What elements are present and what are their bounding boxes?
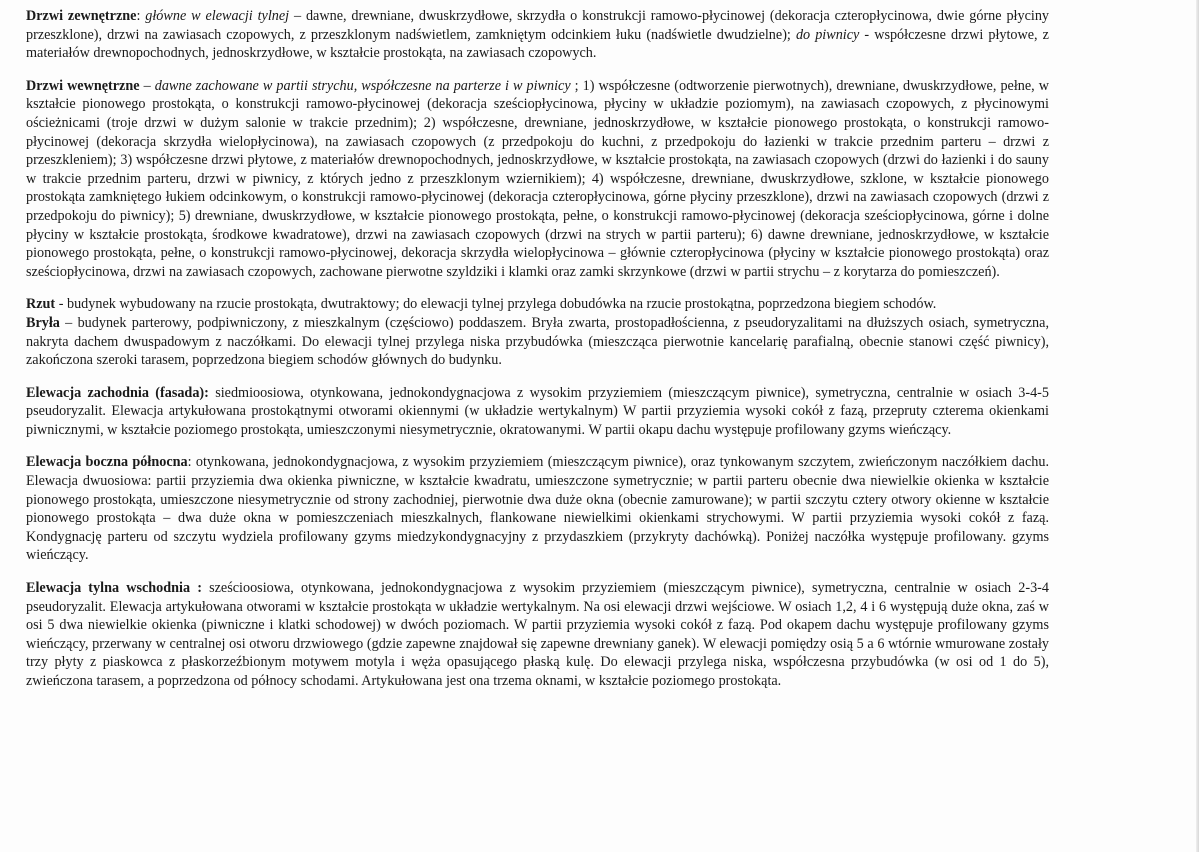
italic-segment: do piwnicy bbox=[795, 26, 860, 43]
body-text: - współczesne drzwi płytowe, z materiałów drewnopochodnych, jednoskrzydłowe, w kształcie prostokąta, na zawiasach czopowych. bbox=[26, 26, 1049, 62]
paragraph-drzwi-zewnetrzne bbox=[26, 7, 1049, 63]
paragraph-elewacja-tylna bbox=[26, 579, 1049, 691]
body-text: sześcioosiowa, otynkowana, jednokondygnacjowa z wysokim przyziemiem (mieszczącym piwnice), symetryczna, centralnie w osiach 2-3-4 pseudoryzalit. Elewacja artykułowana otworami w kształcie prostokąta w układzie wertykalnym. Na osi elewacji drzwi wejściowe. W osiach 1,2, 4 i 6 występują duże okna, zaś w osi 5 dwa niewielkie okienka (piwniczne i klatki schodowej) w dwóch poziomach. W partii przyziemia wysoki cokół z fazą. Pod okapem dachu występuje profilowany gzyms wieńczący, przerwany w centralnej osi otworu drzwiowego (gdzie zapewne znajdował się zapewne drewniany ganek). W elewacji pomiędzy osią 5 a 6 wtórnie wmurowane zostały trzy płyty z piaskowca z płaskorzeźbionym motywem motyla i węża opasującego płaską kulę. Do elewacji przylega niska, współczesna przybudówka (w osi od 1 do 5), zwieńczona tarasem, a poprzedzona od północy schodami. Artykułowana jest ona trzema oknami, w kształcie poziomego prostokąta. bbox=[26, 580, 1049, 689]
paragraph-elewacja-boczna bbox=[26, 453, 1049, 565]
body-text: : otynkowana, jednokondygnacjowa, z wysokim przyziemiem (mieszczącym piwnice), oraz tynkowanym szczytem, zwieńczonym naczółkiem dachu. Elewacja dwuosiowa: partii przyziemia dwa okienka piwniczne, w kształcie kwadratu, umieszczone symetrycznie; w partii parteru obecnie dwa niewielkie okienka w kształcie pionowego prostokąta, umieszczone niesymetrycznie od strony zachodniej, pierwotnie dwa duże okna (obecnie zamurowane); w partii szczytu cztery otwory okienne w kształcie pionowego prostokąta – dwa duże okna w pomieszczeniach mieszkalnych, flankowane niewielkimi okienkami strychowymi. W partii przyziemia wysoki cokół z fazą. Kondygnację parteru od szczytu wydziela profilowany gzyms miedzykondygnacyjny z przydaszkiem (przykryty dachówką). Poniżej naczółka występuje profilowany. gzyms wieńczący. bbox=[26, 454, 1049, 564]
heading-rzut: Rzut bbox=[26, 296, 56, 313]
paragraph-bryla bbox=[26, 314, 1049, 370]
body-text: siedmioosiowa, otynkowana, jednokondygnacjowa z wysokim przyziemiem (mieszczącym piwnice), symetryczna, centralnie w osiach 3-4-5 pseudoryzalit. Elewacja artykułowana prostokątnymi otworami okiennymi (w układzie wertykalnym) W partii przyziemia wysoki cokół z fazą, przepruty czterema okienkami piwnicznymi, w kształcie poziomego prostokąta, umieszczonymi niesymetrycznie, okratowanymi. W partii okapu dachu występuje profilowany gzyms wieńczący. bbox=[26, 384, 1049, 438]
heading-elewacja-boczna: Elewacja boczna północna bbox=[26, 454, 188, 471]
body-text: – dawne, drewniane, dwuskrzydłowe, skrzydła o konstrukcji ramowo-płycinowej (dekoracja czteropłycinowa, dwie górne płyciny przeszklone), drzwi na zawiasach czopowych, z przeszklonym nadświetlem, zamkniętym odcinkiem łuku (nadświetle dwudzielne); bbox=[26, 8, 1050, 43]
body-text: – budynek parterowy, podpiwniczony, z mieszkalnym (częściowo) poddaszem. Bryła zwarta, prostopadłościenna, z pseudoryzalitami na dłuższych osiach, symetryczna, nakryta dachem dwuspadowym z naczółkami. Do elewacji tylnej przylega niska przybudówka (mieszcząca pierwotnie kancelarię parafialną, obecnie stanowi część piwnicy), zakończona szeroki tarasem, poprzedzona biegiem schodów głównych do budynku. bbox=[26, 314, 1049, 369]
italic-segment: dawne zachowane w partii strychu, współczesne na parterze i w piwnicy bbox=[154, 77, 571, 94]
heading-tail: : bbox=[136, 8, 146, 24]
heading-bryla: Bryła bbox=[26, 314, 60, 331]
heading-tail: – bbox=[139, 77, 155, 94]
heading-drzwi-wewnetrzne: Drzwi wewnętrzne bbox=[26, 77, 140, 94]
heading-drzwi-zewnetrzne: Drzwi zewnętrzne bbox=[26, 8, 137, 24]
heading-elewacja-tylna: Elewacja tylna wschodnia : bbox=[26, 580, 202, 597]
italic-segment: główne w elewacji tylnej bbox=[145, 8, 290, 24]
body-text: ; 1) współczesne (odtworzenie pierwotnych), drewniane, dwuskrzydłowe, pełne, w kształcie pionowego prostokąta, o konstrukcji ramowo-płycinowej (dekoracja sześciopłycinowa, płyciny w układzie poziomym), na zawiasach czopowych, z płycinowymi ościeżnicami (troje drzwi w dużym salonie w trakcie przednim); 2) współczesne, drewniane, jednoskrzydłowe, w kształcie pionowego prostokąta, o konstrukcji ramowo-płycinowej (dekoracja skrzydła wielopłycinowa), na zawiasach czopowych (z przedpokoju do kuchni, z przedpokoju do łazienki w trakcie przednim parteru – drzwi z przeszkleniem); 3) współczesne drzwi płytowe, z materiałów drewnopochodnych, jednoskrzydłowe, w kształcie prostokąta, na zawiasach czopowych (drzwi do łazienki i do sauny w trakcie przednim parteru, drzwi w piwnicy, z których jedno z przeszklonym wziernikiem); 4) współczesne, drewniane, dwuskrzydłowe, szklone, w kształcie pionowego prostokąta zamkniętego łukiem odcinkowym, o konstrukcji ramowo-płycinowej (dekoracja czteropłycinowa, górne płyciny przeszklone), drzwi na zawiasach czopowych (drzwi z przedpokoju do piwnicy); 5) drewniane, dwuskrzydłowe, w kształcie pionowego prostokąta, pełne, o konstrukcji ramowo-płycinowej (dekoracja sześciopłycinowa, górne i dolne płyciny w kształcie prostokąta, środkowe kwadratowe), drzwi na zawiasach czopowych (drzwi na strych w partii parteru); 6) dawne drewniane, jednoskrzydłowe, w kształcie pionowego prostokąta, pełne, o konstrukcji ramowo-płycinowej, dekoracja skrzydła wielopłycinowa – głównie czteropłycinowa (płyciny w kształcie pionowego prostokąta) oraz sześciopłycinowa, drzwi na zawiasach czopowych, zachowane pierwotne szyldziki i klamki oraz zamki skrzynkowe (drzwi w partii strychu – z korytarza do pomieszczeń). bbox=[26, 77, 1049, 280]
heading-elewacja-zachodnia: Elewacja zachodnia (fasada): bbox=[26, 384, 209, 401]
paragraph-elewacja-zachodnia bbox=[26, 384, 1049, 440]
body-text: - budynek wybudowany na rzucie prostokąta, dwutraktowy; do elewacji tylnej przylega dobudówka na rzucie prostokątna, poprzedzona biegiem schodów. bbox=[55, 296, 937, 313]
paragraph-drzwi-wewnetrzne bbox=[26, 77, 1049, 282]
paragraph-rzut bbox=[26, 295, 1049, 314]
